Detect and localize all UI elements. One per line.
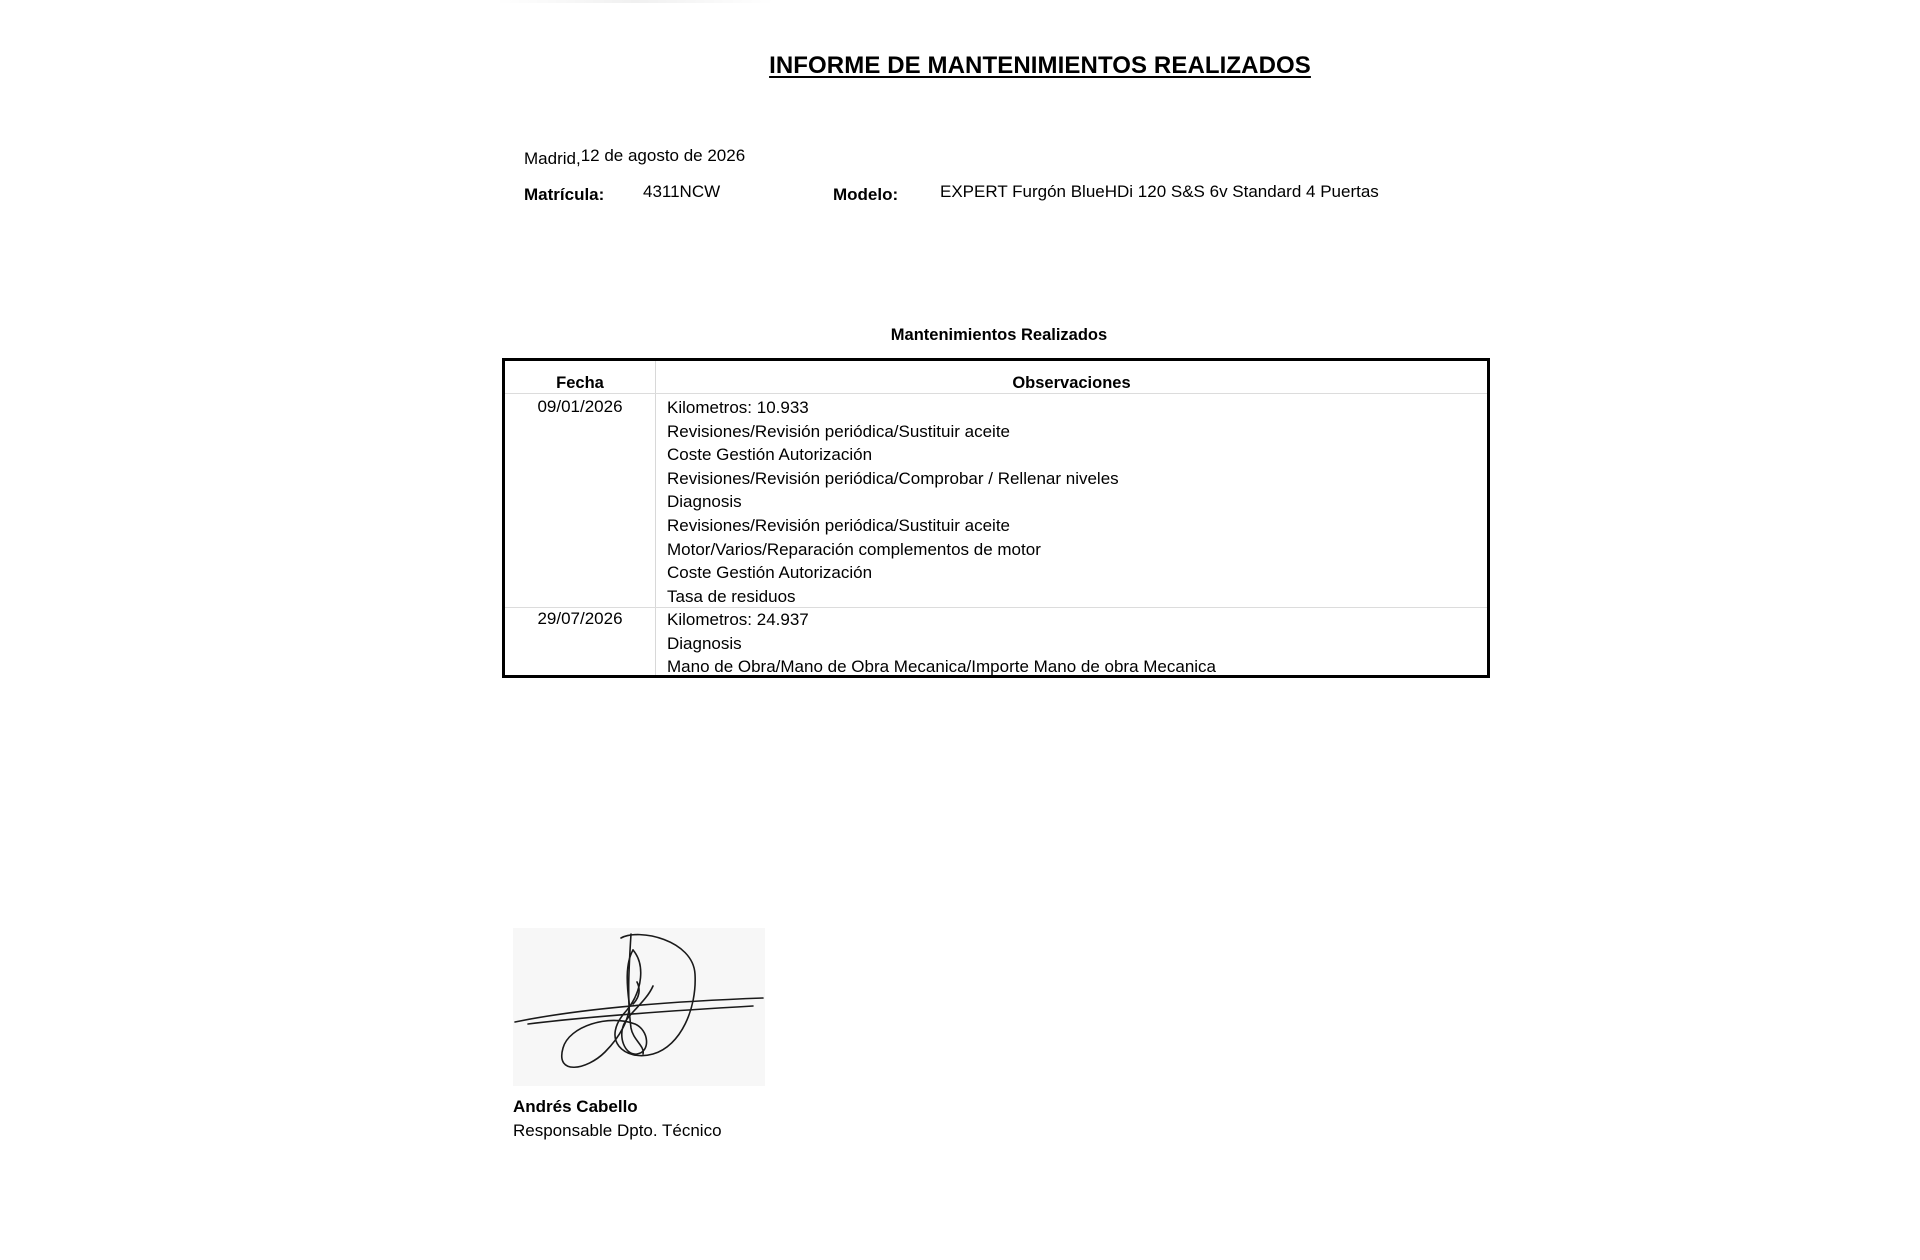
observation-line: Mano de Obra/Mano de Obra Mecanica/Importe Mano de obra Mecanica [667, 657, 1217, 677]
table-row-date: 29/07/2026 [537, 609, 623, 628]
table-row-observations [667, 608, 1477, 679]
plate-label: Matrícula: [524, 185, 605, 204]
table-row-date: 09/01/2026 [537, 397, 623, 416]
column-header-date: Fecha [556, 374, 604, 392]
observation-line: Kilometros: 24.937 [667, 610, 809, 629]
model-label: Modelo: [833, 185, 899, 204]
page-edge-artifact [495, 0, 775, 3]
observation-line: Coste Gestión Autorización [667, 563, 873, 583]
maintenance-heading: Mantenimientos Realizados [890, 326, 1108, 344]
column-header-observations: Observaciones [1012, 374, 1131, 392]
signatory-role: Responsable Dpto. Técnico [513, 1121, 722, 1140]
signature-image [513, 928, 765, 1086]
observation-line: Motor/Varios/Reparación complementos de motor [667, 539, 1041, 559]
report-date: 12 de agosto de 2026 [580, 146, 746, 165]
header-separator [505, 393, 1487, 394]
model-value: EXPERT Furgón BlueHDi 120 S&S 6v Standard 4 Puertas [940, 182, 1379, 201]
column-divider [655, 361, 656, 675]
observation-line: Revisiones/Revisión periódica/Sustituir aceite [667, 421, 1010, 441]
observation-line: Kilometros: 10.933 [667, 398, 809, 417]
observation-line: Revisiones/Revisión periódica/Sustituir aceite [667, 515, 1010, 535]
maintenance-table [502, 358, 1490, 678]
observation-line: Revisiones/Revisión periódica/Comprobar / Rellenar niveles [667, 468, 1119, 488]
observation-line: Coste Gestión Autorización [667, 445, 873, 465]
report-city: Madrid, [524, 149, 581, 168]
observation-line: Diagnosis [667, 492, 742, 512]
observation-line: Tasa de residuos [667, 586, 796, 606]
plate-value: 4311NCW [643, 182, 721, 201]
place-and-date [524, 146, 745, 166]
signatory-name: Andrés Cabello [513, 1097, 638, 1116]
table-row-observations [667, 396, 1477, 608]
handwritten-signature-icon [513, 928, 765, 1086]
report-title: INFORME DE MANTENIMIENTOS REALIZADOS [769, 52, 1311, 79]
observation-line: Diagnosis [667, 633, 742, 653]
